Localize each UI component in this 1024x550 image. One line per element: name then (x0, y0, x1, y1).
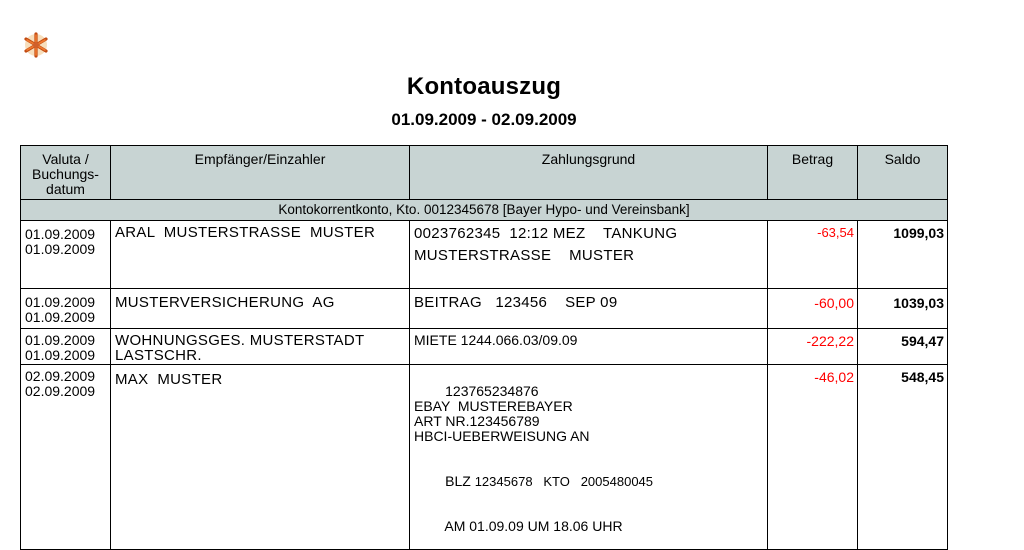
reason-blz-value: 12345678 KTO 2005480045 (474, 474, 654, 489)
table-row (21, 289, 948, 329)
payment-reason: MIETE 1244.066.03/09.09 (410, 329, 768, 365)
recipient: MAX MUSTER (111, 365, 410, 550)
balance: 594,47 (858, 329, 948, 365)
reason-last-line: AM 01.09.09 UM 18.06 UHR (444, 518, 623, 534)
table-row (21, 329, 948, 365)
recipient: WOHNUNGSGES. MUSTERSTADT LASTSCHR. (111, 329, 410, 365)
recipient: ARAL MUSTERSTRASSE MUSTER (111, 221, 410, 289)
table-header-row (21, 146, 948, 200)
amount: -222,22 (768, 329, 858, 365)
statement-period: 01.09.2009 - 02.09.2009 (391, 110, 577, 129)
column-header-valuta: Valuta / Buchungs- datum (21, 146, 111, 200)
recipient: MUSTERVERSICHERUNG AG (111, 289, 410, 329)
column-header-recipient: Empfänger/Einzahler (111, 146, 410, 200)
payment-reason (410, 365, 768, 550)
page-title: Kontoauszug (406, 73, 562, 100)
table-row (21, 365, 948, 550)
account-row (21, 200, 948, 221)
amount: -63,54 (768, 221, 858, 289)
balance: 548,45 (858, 365, 948, 550)
table-row (21, 221, 948, 289)
reason-lines: 123765234876 EBAY MUSTEREBAYER ART NR.123456789 HBCI-UEBERWEISUNG AN (414, 383, 590, 444)
booking-dates: 01.09.2009 01.09.2009 (21, 221, 111, 289)
amount: -60,00 (768, 289, 858, 329)
app-logo-icon (19, 30, 55, 62)
account-label: Kontokorrentkonto, Kto. 0012345678 [Bayer Hypo- und Vereinsbank] (21, 200, 948, 221)
booking-dates: 02.09.2009 02.09.2009 (21, 365, 111, 550)
balance: 1099,03 (858, 221, 948, 289)
column-header-balance: Saldo (858, 146, 948, 200)
column-header-reason: Zahlungsgrund (410, 146, 768, 200)
column-header-amount: Betrag (768, 146, 858, 200)
booking-dates: 01.09.2009 01.09.2009 (21, 329, 111, 365)
amount: -46,02 (768, 365, 858, 550)
payment-reason: BEITRAG 123456 SEP 09 (410, 289, 768, 329)
payment-reason: 0023762345 12:12 MEZ TANKUNG MUSTERSTRASSE MUSTER (410, 221, 768, 289)
reason-blz-label: BLZ (445, 473, 475, 489)
statement-table (20, 145, 948, 550)
balance: 1039,03 (858, 289, 948, 329)
booking-dates: 01.09.2009 01.09.2009 (21, 289, 111, 329)
